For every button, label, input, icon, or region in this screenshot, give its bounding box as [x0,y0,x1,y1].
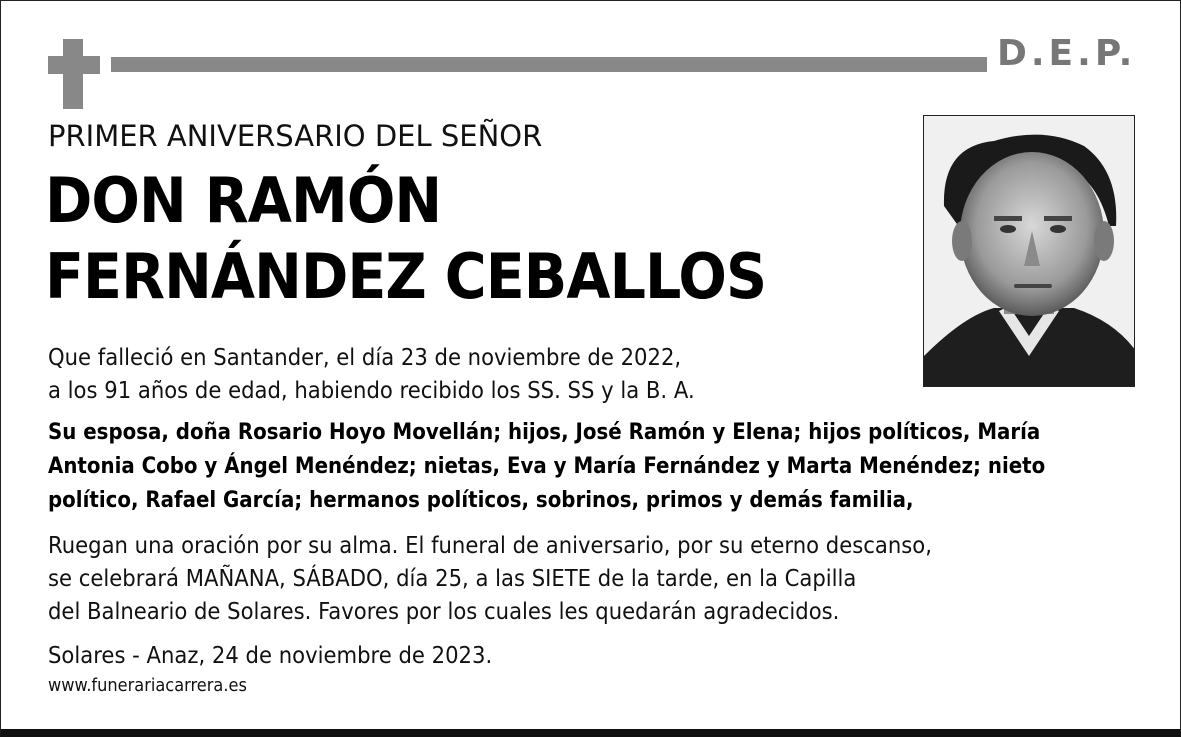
place-and-date: Solares - Anaz, 24 de noviembre de 2023. [48,641,493,669]
death-notice-line: Que falleció en Santander, el día 23 de noviembre de 2022, [48,343,682,371]
family-line: Su esposa, doña Rosario Hoyo Movellán; hijos, José Ramón y Elena; hijos políticos, María [48,419,1041,445]
funeral-notice [48,529,932,628]
dep-label: D.E.P. [997,33,1137,74]
deceased-name [45,163,766,315]
funeral-line: del Balneario de Solares. Favores por los cuales les quedarán agradecidos. [48,597,840,625]
family-line: Antonia Cobo y Ángel Menéndez; nietas, Eva y María Fernández y Marta Menéndez; nieto [48,453,1046,479]
funeral-line: se celebrará MAÑANA, SÁBADO, día 25, a las SIETE de la tarde, en la Capilla [48,564,857,592]
death-notice-line: a los 91 años de edad, habiendo recibido los SS. SS y la B. A. [48,376,695,404]
funeral-line: Ruegan una oración por su alma. El funeral de aniversario, por su eterno descanso, [48,531,932,559]
death-notice [48,341,695,407]
portrait-image [924,116,1135,387]
website-link[interactable]: www.funerariacarrera.es [48,675,247,696]
name-line-1: DON RAMÓN [45,164,442,237]
anniversary-kicker: PRIMER ANIVERSARIO DEL SEÑOR [48,119,543,153]
family-line: político, Rafael García; hermanos políticos, sobrinos, primos y demás familia, [48,487,914,513]
portrait-photo [923,115,1135,387]
family-list [48,415,1045,517]
name-line-2: FERNÁNDEZ CEBALLOS [45,240,767,313]
header-rule [111,57,987,72]
